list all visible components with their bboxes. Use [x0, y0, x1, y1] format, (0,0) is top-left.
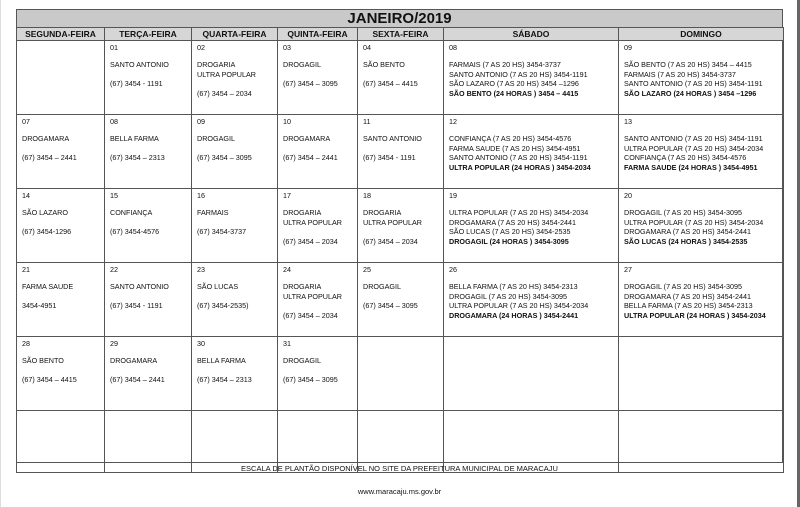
- day-number: 19: [449, 191, 457, 200]
- day-cell: [192, 189, 278, 263]
- pharmacy-line: DROGAGIL: [363, 282, 401, 292]
- pharmacy-line: DROGAMARA (7 AS 20 HS) 3454-2441: [624, 227, 752, 237]
- day-cell: [105, 41, 192, 115]
- pharmacy-line: DROGARIA: [283, 282, 322, 292]
- page-title: JANEIRO/2019: [16, 9, 783, 28]
- empty-day-cell: [358, 337, 444, 411]
- day-cell: [444, 115, 619, 189]
- pharmacy-line: SANTO ANTONIO: [110, 60, 169, 70]
- day-cell: [444, 263, 619, 337]
- pharmacy-line: (67) 3454 – 4415: [363, 79, 418, 89]
- pharmacy-line: DROGAMARA (7 AS 20 HS) 3454-2441: [449, 217, 577, 227]
- day-number: 29: [110, 339, 118, 348]
- day-number: 31: [283, 339, 291, 348]
- pharmacy-line: SÃO LAZARO: [22, 208, 68, 218]
- pharmacy-line: DROGARIA: [363, 208, 402, 218]
- pharmacy-24h-line: SÃO BENTO (24 HORAS ) 3454 – 4415: [449, 88, 579, 98]
- day-cell: [278, 337, 358, 411]
- pharmacy-line: DROGAMARA: [22, 134, 70, 144]
- pharmacy-line: ULTRA POPULAR: [363, 217, 422, 227]
- pharmacy-line: SÃO LAZARO (7 AS 20 HS) 3454 –1296: [449, 79, 579, 89]
- day-number: 22: [110, 265, 118, 274]
- pharmacy-line: (67) 3454 – 3095: [363, 301, 418, 311]
- pharmacy-line: (67) 3454 – 2313: [110, 153, 165, 163]
- pharmacy-line: DROGAGIL: [283, 60, 321, 70]
- pharmacy-line: (67) 3454-1296: [22, 227, 72, 237]
- pharmacy-line: DROGAMARA: [283, 134, 331, 144]
- day-cell: [192, 115, 278, 189]
- pharmacy-line: 3454-4951: [22, 301, 57, 311]
- pharmacy-24h-line: FARMA SAUDE (24 HORAS ) 3454-4951: [624, 162, 758, 172]
- calendar-week-row: [17, 337, 784, 411]
- day-number: 27: [624, 265, 632, 274]
- pharmacy-line: DROGAGIL (7 AS 20 HS) 3454-3095: [624, 208, 742, 218]
- day-cell: [192, 337, 278, 411]
- pharmacy-line: DROGARIA: [197, 60, 236, 70]
- pharmacy-line: (67) 3454 – 2034: [283, 236, 338, 246]
- pharmacy-line: SÃO LUCAS: [197, 282, 239, 292]
- line-gap: [363, 292, 443, 301]
- day-cell: [619, 41, 784, 115]
- pharmacy-line: (67) 3454 – 2034: [197, 88, 252, 98]
- pharmacy-line: BELLA FARMA: [197, 356, 246, 366]
- day-cell: [17, 263, 105, 337]
- pharmacy-24h-line: SÃO LUCAS (24 HORAS ) 3454-2535: [624, 236, 748, 246]
- pharmacy-24h-line: DROGAMARA (24 HORAS ) 3454-2441: [449, 310, 579, 320]
- pharmacy-line: SANTO ANTONIO (7 AS 20 HS) 3454-1191: [449, 153, 588, 163]
- day-number: 01: [110, 43, 118, 52]
- day-number: 28: [22, 339, 30, 348]
- day-number: 11: [363, 117, 371, 126]
- calendar-week-row: [17, 41, 784, 115]
- pharmacy-line: (67) 3454 – 2034: [363, 236, 418, 246]
- day-cell: [278, 41, 358, 115]
- day-number: 24: [283, 265, 291, 274]
- pharmacy-line: (67) 3454 – 3095: [283, 79, 338, 89]
- pharmacy-line: DROGAMARA (7 AS 20 HS) 3454-2441: [624, 291, 752, 301]
- day-cell: [444, 189, 619, 263]
- day-cell: [17, 115, 105, 189]
- line-gap: [22, 292, 104, 301]
- pharmacy-line: SANTO ANTONIO (7 AS 20 HS) 3454-1191: [624, 134, 763, 144]
- calendar-week-row: [17, 189, 784, 263]
- pharmacy-line: (67) 3454 – 2441: [110, 375, 165, 385]
- line-gap: [110, 70, 191, 79]
- footer-note: ESCALA DE PLANTÃO DISPONÍVEL NO SITE DA PREFEITURA MUNICIPAL DE MARACAJU: [241, 464, 558, 473]
- day-number: 08: [110, 117, 118, 126]
- pharmacy-line: (67) 3454 – 2034: [283, 310, 338, 320]
- line-gap: [22, 366, 104, 375]
- line-gap: [110, 366, 191, 375]
- day-cell: [105, 337, 192, 411]
- line-gap: [197, 144, 277, 153]
- pharmacy-24h-line: ULTRA POPULAR (24 HORAS ) 3454-2034: [624, 310, 766, 320]
- day-number: 23: [197, 265, 205, 274]
- pharmacy-line: ULTRA POPULAR: [197, 69, 256, 79]
- day-number: 20: [624, 191, 632, 200]
- day-cell: [444, 41, 619, 115]
- day-number: 21: [22, 265, 30, 274]
- weekday-header: QUARTA-FEIRA: [192, 28, 278, 41]
- pharmacy-line: DROGAGIL: [283, 356, 321, 366]
- pharmacy-line: FARMA SAUDE: [22, 282, 74, 292]
- day-number: 13: [624, 117, 632, 126]
- day-number: 16: [197, 191, 205, 200]
- day-number: 07: [22, 117, 30, 126]
- day-number: 18: [363, 191, 371, 200]
- pharmacy-line: (67) 3454 – 3095: [197, 153, 252, 163]
- pharmacy-line: ULTRA POPULAR (7 AS 20 HS) 3454-2034: [624, 217, 764, 227]
- calendar-week-row: [17, 115, 784, 189]
- line-gap: [283, 227, 357, 236]
- pharmacy-line: SANTO ANTONIO (7 AS 20 HS) 3454-1191: [449, 69, 588, 79]
- pharmacy-line: BELLA FARMA: [110, 134, 159, 144]
- day-number: 26: [449, 265, 457, 274]
- pharmacy-24h-line: SÃO LAZARO (24 HORAS ) 3454 –1296: [624, 88, 757, 98]
- pharmacy-line: DROGAGIL (7 AS 20 HS) 3454-3095: [624, 282, 742, 292]
- line-gap: [110, 144, 191, 153]
- pharmacy-line: (67) 3454 – 2441: [283, 153, 338, 163]
- day-cell: [358, 263, 444, 337]
- pharmacy-line: DROGARIA: [283, 208, 322, 218]
- day-number: 14: [22, 191, 30, 200]
- day-cell: [192, 41, 278, 115]
- day-number: 09: [197, 117, 205, 126]
- pharmacy-line: ULTRA POPULAR: [283, 217, 342, 227]
- day-cell: [358, 41, 444, 115]
- pharmacy-line: ULTRA POPULAR (7 AS 20 HS) 3454-2034: [624, 143, 764, 153]
- pharmacy-line: BELLA FARMA (7 AS 20 HS) 3454-2313: [624, 301, 753, 311]
- day-number: 08: [449, 43, 457, 52]
- pharmacy-line: FARMAIS (7 AS 20 HS) 3454-3737: [624, 69, 736, 79]
- calendar-week-row: [17, 263, 784, 337]
- pharmacy-line: SÃO BENTO: [363, 60, 405, 70]
- line-gap: [283, 70, 357, 79]
- weekday-header: SEGUNDA-FEIRA: [17, 28, 105, 41]
- day-number: 25: [363, 265, 371, 274]
- weekday-header-row: [17, 28, 784, 41]
- day-cell: [17, 189, 105, 263]
- day-number: 03: [283, 43, 291, 52]
- pharmacy-line: DROGAGIL: [197, 134, 235, 144]
- pharmacy-line: BELLA FARMA (7 AS 20 HS) 3454-2313: [449, 282, 578, 292]
- day-cell: [619, 189, 784, 263]
- line-gap: [197, 79, 277, 88]
- empty-day-cell: [17, 41, 105, 115]
- pharmacy-line: (67) 3454 – 2441: [22, 153, 77, 163]
- day-cell: [619, 115, 784, 189]
- pharmacy-line: SÃO LUCAS (7 AS 20 HS) 3454-2535: [449, 227, 571, 237]
- day-cell: [192, 263, 278, 337]
- calendar-table: [16, 27, 784, 473]
- day-cell: [619, 263, 784, 337]
- day-number: 15: [110, 191, 118, 200]
- weekday-header: QUINTA-FEIRA: [278, 28, 358, 41]
- empty-day-cell: [619, 337, 784, 411]
- day-cell: [278, 189, 358, 263]
- day-number: 12: [449, 117, 457, 126]
- pharmacy-24h-line: DROGAGIL (24 HORAS ) 3454-3095: [449, 236, 569, 246]
- line-gap: [22, 144, 104, 153]
- line-gap: [197, 366, 277, 375]
- pharmacy-line: (67) 3454 – 4415: [22, 375, 77, 385]
- line-gap: [22, 218, 104, 227]
- pharmacy-line: FARMAIS (7 AS 20 HS) 3454-3737: [449, 60, 561, 70]
- day-number: 10: [283, 117, 291, 126]
- line-gap: [363, 227, 443, 236]
- pharmacy-line: CONFIANÇA (7 AS 20 HS) 3454-4576: [624, 153, 747, 163]
- weekday-header: TERÇA-FEIRA: [105, 28, 192, 41]
- empty-day-cell: [444, 337, 619, 411]
- day-cell: [105, 115, 192, 189]
- day-cell: [358, 189, 444, 263]
- line-gap: [283, 366, 357, 375]
- day-number: 04: [363, 43, 371, 52]
- day-cell: [105, 263, 192, 337]
- page-left-edge: [0, 0, 1, 507]
- day-number: 09: [624, 43, 632, 52]
- line-gap: [197, 218, 277, 227]
- day-number: 17: [283, 191, 291, 200]
- pharmacy-line: SANTO ANTONIO (7 AS 20 HS) 3454-1191: [624, 79, 763, 89]
- day-cell: [105, 189, 192, 263]
- pharmacy-line: (67) 3454 – 3095: [283, 375, 338, 385]
- pharmacy-line: ULTRA POPULAR: [283, 291, 342, 301]
- weekday-header: SÁBADO: [444, 28, 619, 41]
- day-cell: [278, 115, 358, 189]
- line-gap: [283, 301, 357, 310]
- day-cell: [17, 337, 105, 411]
- pharmacy-line: (67) 3454 - 1191: [110, 301, 163, 311]
- line-gap: [283, 144, 357, 153]
- pharmacy-line: (67) 3454 – 2313: [197, 375, 252, 385]
- pharmacy-line: DROGAMARA: [110, 356, 158, 366]
- day-cell: [278, 263, 358, 337]
- line-gap: [110, 292, 191, 301]
- day-cell: [358, 115, 444, 189]
- pharmacy-line: CONFIANÇA: [110, 208, 153, 218]
- pharmacy-line: (67) 3454 - 1191: [363, 153, 416, 163]
- day-number: 30: [197, 339, 205, 348]
- day-number: 02: [197, 43, 205, 52]
- pharmacy-line: (67) 3454-4576: [110, 227, 160, 237]
- pharmacy-line: DROGAGIL (7 AS 20 HS) 3454-3095: [449, 291, 567, 301]
- pharmacy-line: SANTO ANTONIO: [363, 134, 422, 144]
- pharmacy-line: FARMA SAUDE (7 AS 20 HS) 3454-4951: [449, 143, 581, 153]
- line-gap: [110, 218, 191, 227]
- pharmacy-line: ULTRA POPULAR (7 AS 20 HS) 3454-2034: [449, 301, 589, 311]
- pharmacy-line: (67) 3454-2535): [197, 301, 249, 311]
- line-gap: [197, 292, 277, 301]
- pharmacy-line: CONFIANÇA (7 AS 20 HS) 3454-4576: [449, 134, 572, 144]
- pharmacy-line: FARMAIS: [197, 208, 229, 218]
- line-gap: [363, 70, 443, 79]
- pharmacy-line: ULTRA POPULAR (7 AS 20 HS) 3454-2034: [449, 208, 589, 218]
- pharmacy-line: (67) 3454-3737: [197, 227, 247, 237]
- weekday-header: SEXTA-FEIRA: [358, 28, 444, 41]
- weekday-header: DOMINGO: [619, 28, 784, 41]
- pharmacy-line: (67) 3454 - 1191: [110, 79, 163, 89]
- pharmacy-line: SÃO BENTO (7 AS 20 HS) 3454 – 4415: [624, 60, 752, 70]
- line-gap: [363, 144, 443, 153]
- footer-url: www.maracaju.ms.gov.br: [357, 487, 442, 496]
- pharmacy-line: SANTO ANTONIO: [110, 282, 169, 292]
- pharmacy-24h-line: ULTRA POPULAR (24 HORAS ) 3454-2034: [449, 162, 591, 172]
- pharmacy-line: SÃO BENTO: [22, 356, 64, 366]
